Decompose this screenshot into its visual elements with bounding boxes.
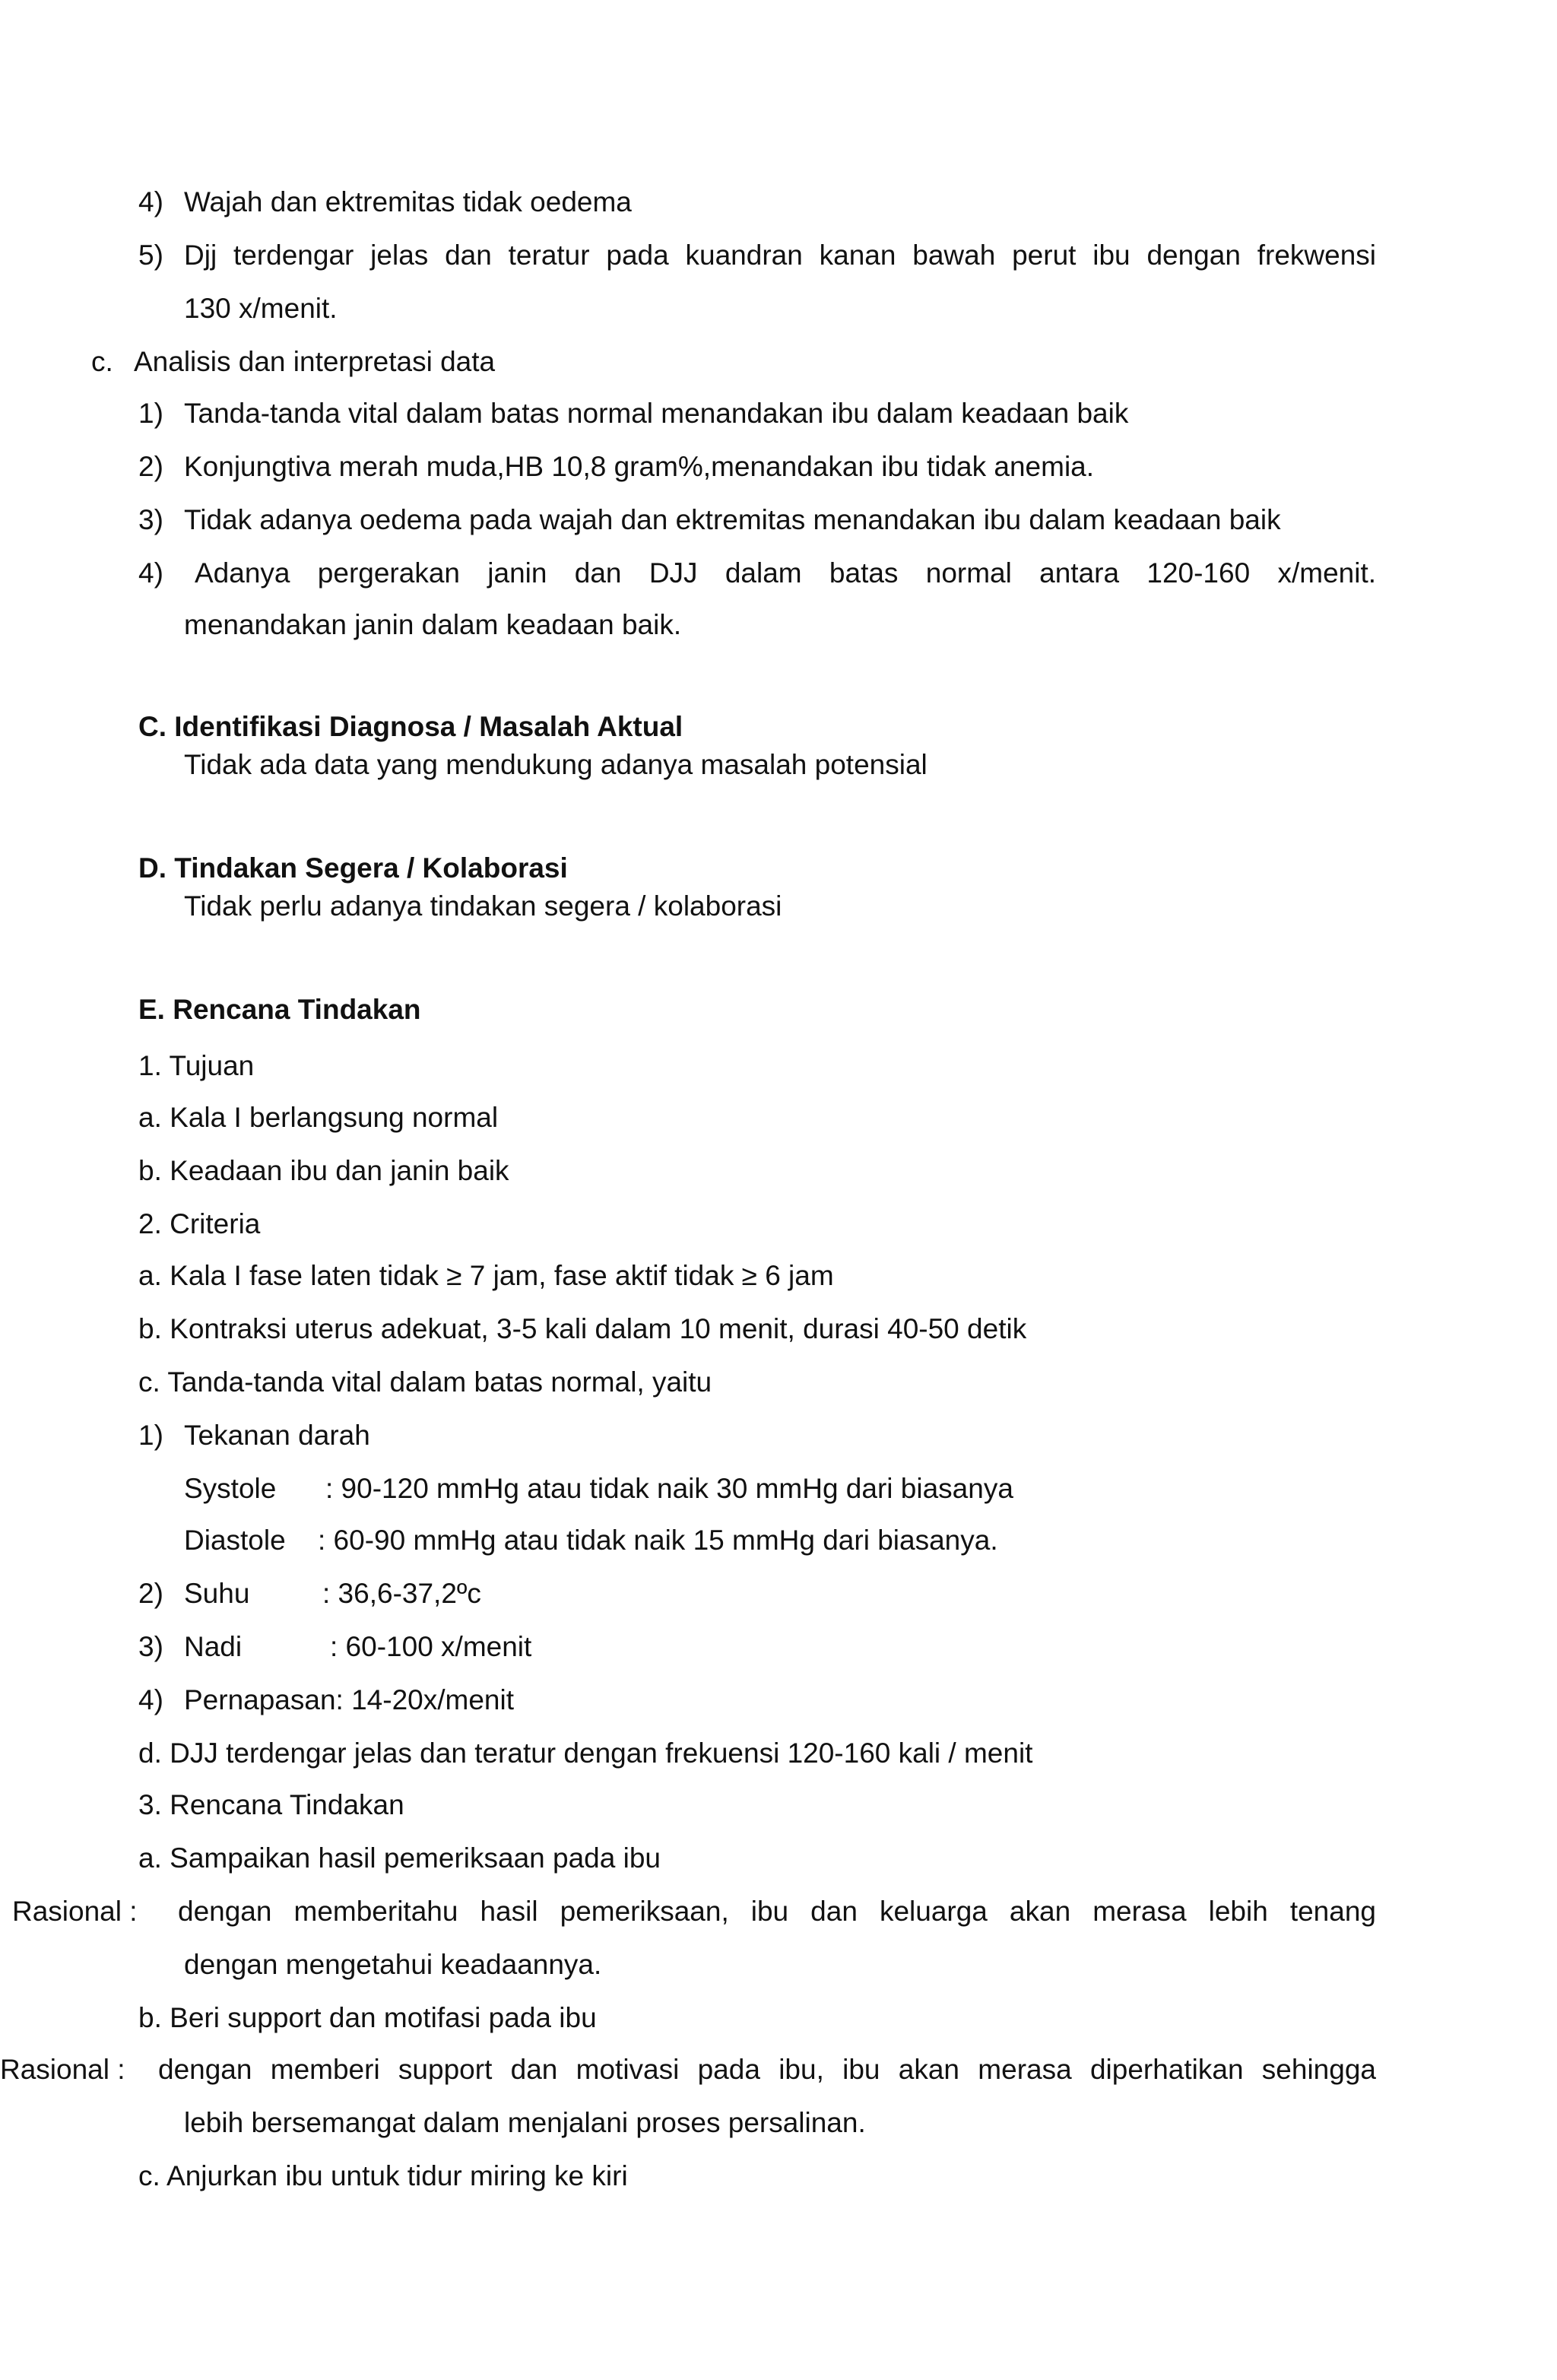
list-item-continuation: 130 x/menit. bbox=[184, 293, 338, 324]
section-body-d: Tidak perlu adanya tindakan segera / kolaborasi bbox=[184, 890, 782, 922]
list-item: c. Tanda-tanda vital dalam batas normal, yaitu bbox=[138, 1366, 712, 1398]
list-num: 2) bbox=[138, 451, 163, 482]
list-num: 3) bbox=[138, 1631, 163, 1662]
list-item: Djj terdengar jelas dan teratur pada kuandran kanan bawah perut ibu dengan frekwensi bbox=[184, 240, 1376, 271]
section-heading-c: C. Identifikasi Diagnosa / Masalah Aktual bbox=[138, 711, 683, 742]
vital-value: : 60-100 x/menit bbox=[330, 1631, 532, 1662]
list-num: 3) bbox=[138, 504, 163, 535]
list-item: Pernapasan: 14-20x/menit bbox=[184, 1684, 514, 1715]
list-item: a. Sampaikan hasil pemeriksaan pada ibu bbox=[138, 1842, 661, 1874]
rasional-label: Rasional : bbox=[0, 2054, 125, 2085]
rasional-text: lebih bersemangat dalam menjalani proses persalinan. bbox=[184, 2107, 866, 2138]
rasional-text: dengan memberitahu hasil pemeriksaan, ibu dan keluarga akan merasa lebih tenang bbox=[178, 1896, 1376, 1927]
section-heading-d: D. Tindakan Segera / Kolaborasi bbox=[138, 852, 568, 884]
list-item: a. Kala I berlangsung normal bbox=[138, 1102, 499, 1133]
sub-heading: 1. Tujuan bbox=[138, 1050, 255, 1081]
list-item: Tekanan darah bbox=[184, 1420, 370, 1451]
section-heading-e: E. Rencana Tindakan bbox=[138, 994, 421, 1025]
vital-label: Nadi bbox=[184, 1631, 243, 1662]
vital-label: Diastole bbox=[184, 1525, 286, 1556]
list-item: c. Anjurkan ibu untuk tidur miring ke kiri bbox=[138, 2160, 628, 2191]
list-num: 1) bbox=[138, 1420, 163, 1451]
list-num: 4) bbox=[138, 1684, 163, 1715]
list-item: a. Kala I fase laten tidak ≥ 7 jam, fase aktif tidak ≥ 6 jam bbox=[138, 1260, 834, 1291]
list-num: c. bbox=[91, 346, 113, 377]
sub-heading: Analisis dan interpretasi data bbox=[134, 346, 496, 377]
list-item: Tanda-tanda vital dalam batas normal menandakan ibu dalam keadaan baik bbox=[184, 398, 1129, 429]
list-num: 4) bbox=[138, 186, 163, 217]
section-body-c: Tidak ada data yang mendukung adanya masalah potensial bbox=[184, 749, 928, 780]
list-item-continuation: menandakan janin dalam keadaan baik. bbox=[184, 609, 682, 640]
rasional-text: dengan memberi support dan motivasi pada ibu, ibu akan merasa diperhatikan sehingga bbox=[158, 2054, 1376, 2085]
list-item: Wajah dan ektremitas tidak oedema bbox=[184, 186, 632, 217]
list-item: Adanya pergerakan janin dan DJJ dalam batas normal antara 120-160 x/menit. bbox=[195, 557, 1376, 589]
list-item: b. Keadaan ibu dan janin baik bbox=[138, 1155, 509, 1186]
vital-value: : 36,6-37,2ºc bbox=[322, 1578, 481, 1609]
list-item: Konjungtiva merah muda,HB 10,8 gram%,menandakan ibu tidak anemia. bbox=[184, 451, 1095, 482]
vital-value: : 90-120 mmHg atau tidak naik 30 mmHg dari biasanya bbox=[325, 1473, 1013, 1504]
sub-heading: 2. Criteria bbox=[138, 1208, 261, 1239]
list-item: b. Beri support dan motifasi pada ibu bbox=[138, 2002, 597, 2033]
list-item: d. DJJ terdengar jelas dan teratur dengan frekuensi 120-160 kali / menit bbox=[138, 1737, 1033, 1769]
vital-label: Suhu bbox=[184, 1578, 250, 1609]
sub-heading: 3. Rencana Tindakan bbox=[138, 1789, 404, 1820]
list-num: 4) bbox=[138, 557, 163, 589]
rasional-text: dengan mengetahui keadaannya. bbox=[184, 1949, 602, 1980]
list-num: 2) bbox=[138, 1578, 163, 1609]
vital-label: Systole bbox=[184, 1473, 277, 1504]
rasional-label: Rasional : bbox=[12, 1896, 138, 1927]
list-num: 1) bbox=[138, 398, 163, 429]
list-num: 5) bbox=[138, 240, 163, 271]
vital-value: : 60-90 mmHg atau tidak naik 15 mmHg dari biasanya. bbox=[318, 1525, 998, 1556]
list-item: b. Kontraksi uterus adekuat, 3-5 kali dalam 10 menit, durasi 40-50 detik bbox=[138, 1313, 1027, 1344]
list-item: Tidak adanya oedema pada wajah dan ektremitas menandakan ibu dalam keadaan baik bbox=[184, 504, 1281, 535]
